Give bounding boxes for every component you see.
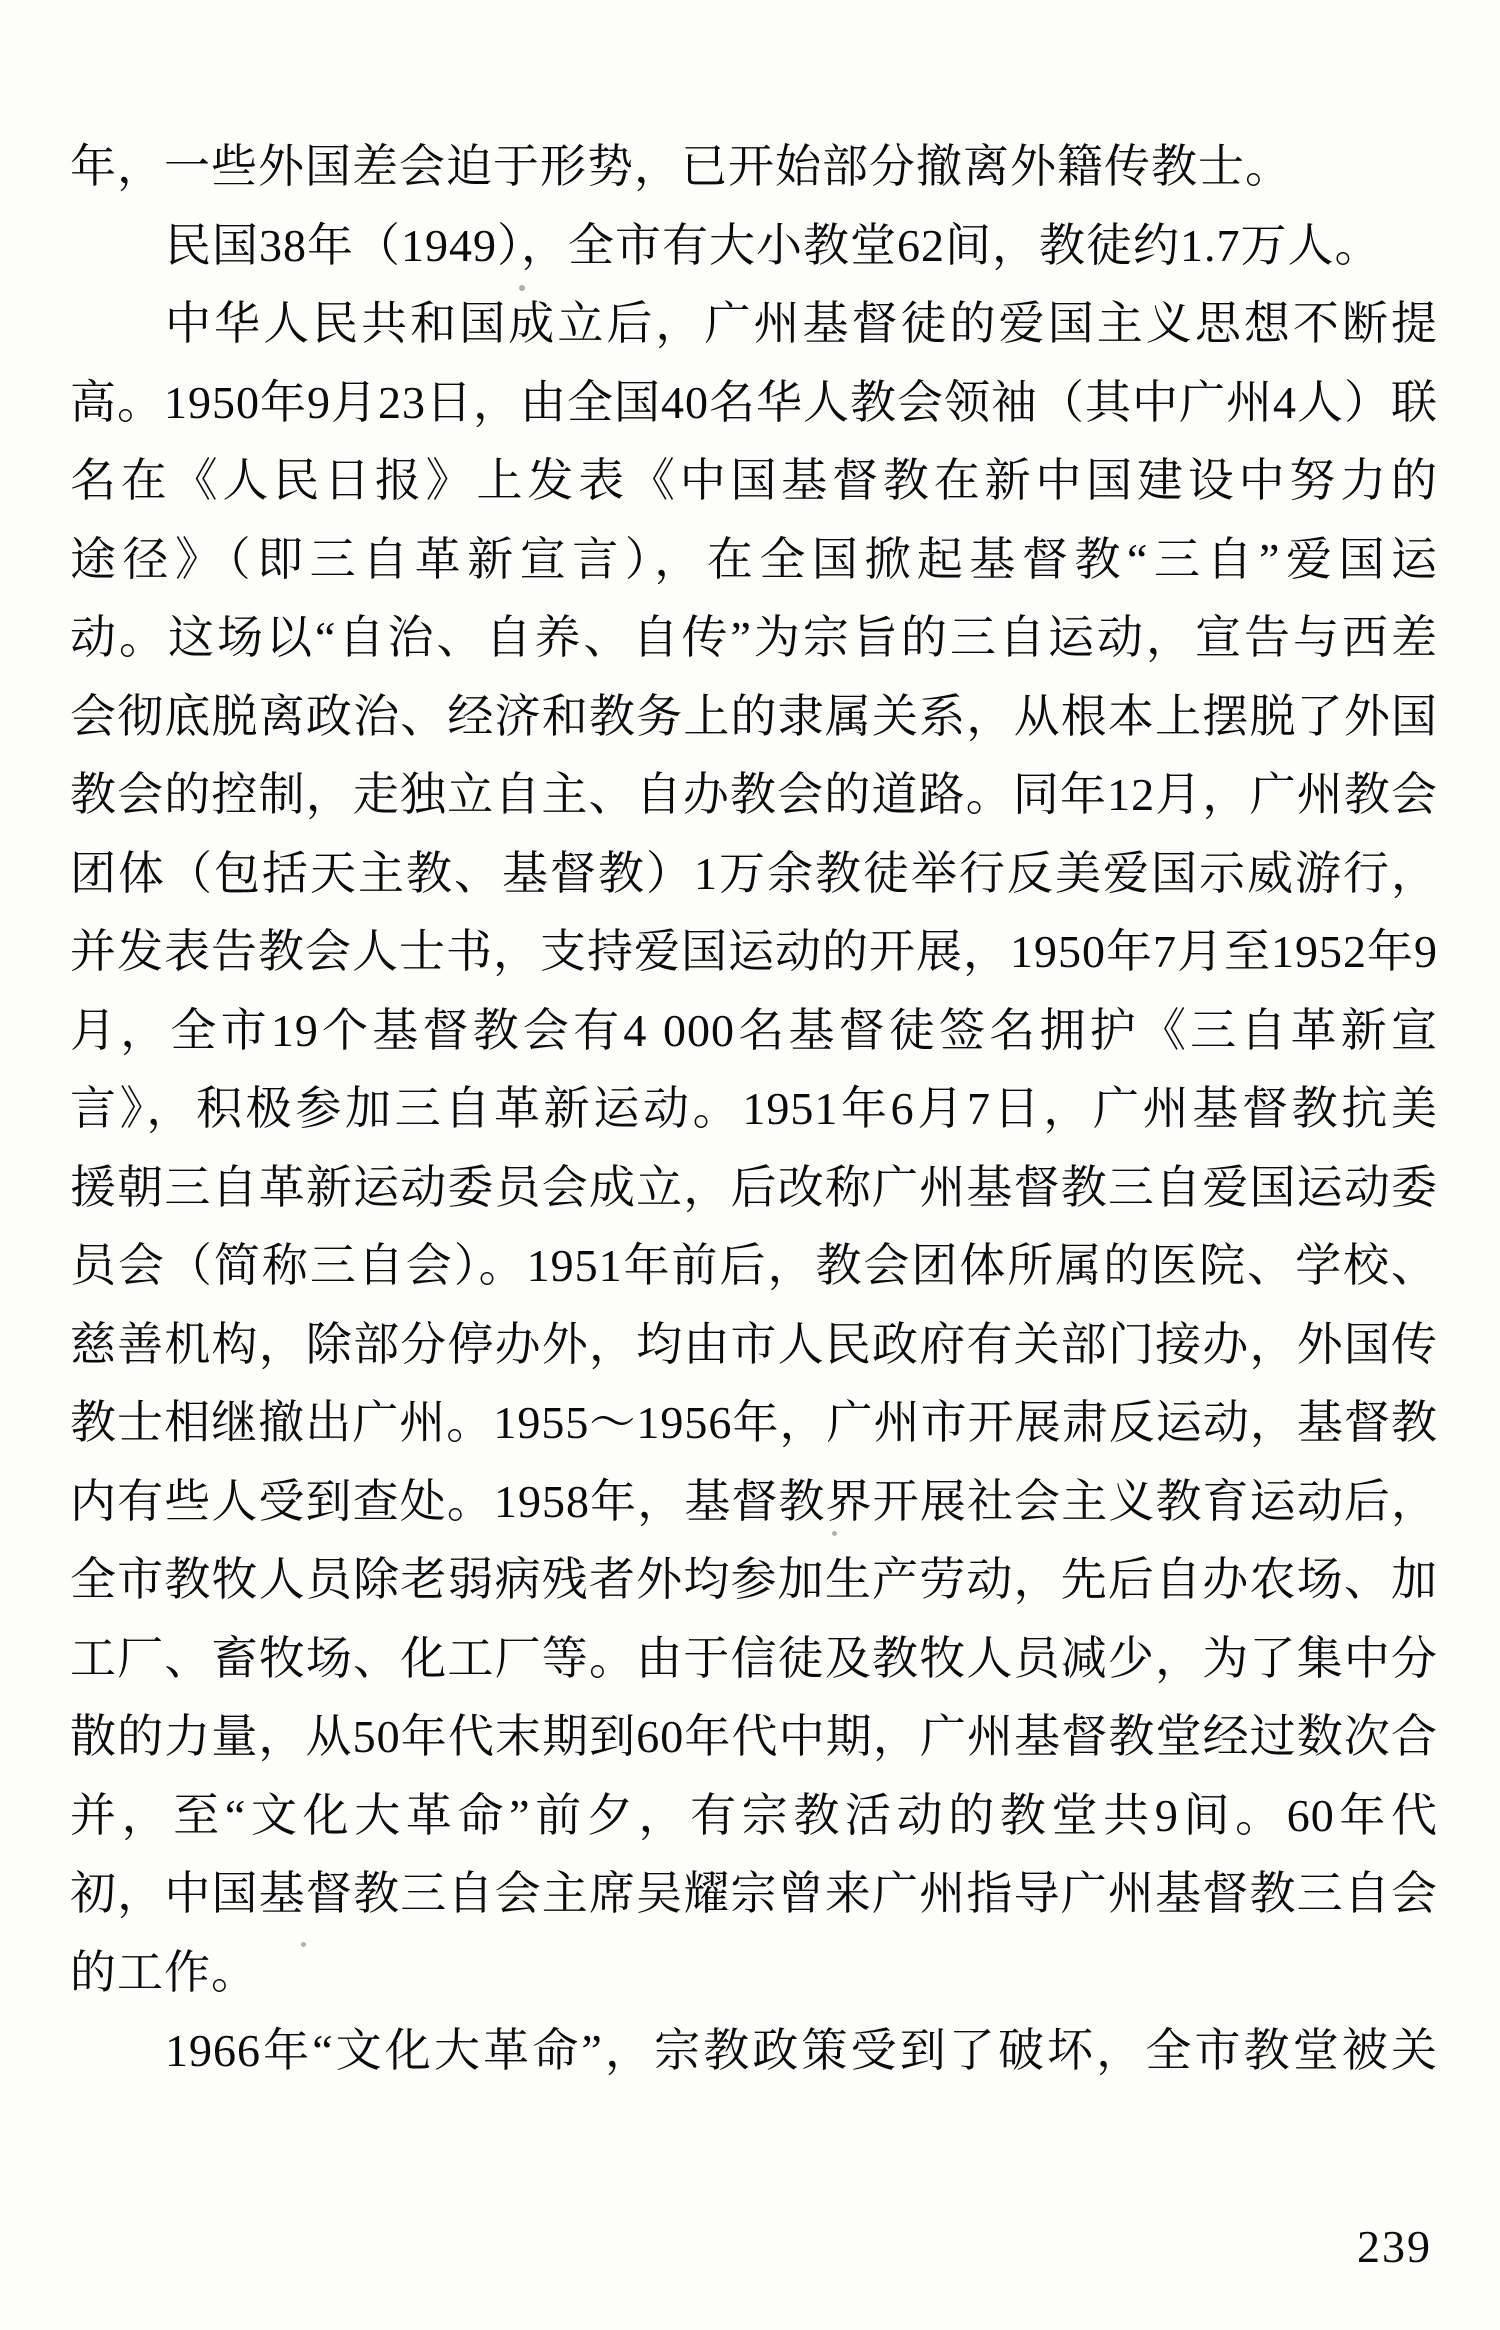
scan-speck <box>832 1531 837 1536</box>
text-line: 慈善机构，除部分停办外，均由市人民政府有关部门接办，外国传 <box>70 1318 1438 1370</box>
text-line: 中华人民共和国成立后，广州基督徒的爱国主义思想不断提 <box>165 298 1438 349</box>
body-text <box>70 128 1438 2091</box>
text-line: 会彻底脱离政治、经济和教务上的隶属关系，从根本上摆脱了外国 <box>70 690 1438 742</box>
text-line: 团体（包括天主教、基督教）1万余教徒举行反美爱国示威游行， <box>70 847 1438 899</box>
text-line: 1966年“文化大革命”，宗教政策受到了破坏，全市教堂被关 <box>165 2025 1438 2076</box>
text-line: 的工作。 <box>70 1946 258 1998</box>
text-line: 散的力量，从50年代末期到60年代中期，广州基督教堂经过数次合 <box>70 1711 1438 1762</box>
text-line: 援朝三自革新运动委员会成立，后改称广州基督教三自爱国运动委 <box>70 1161 1438 1213</box>
text-line: 月，全市19个基督教会有4 000名基督徒签名拥护《三自革新宣 <box>70 1004 1438 1056</box>
scan-speck <box>519 285 525 291</box>
text-line: 途径》（即三自革新宣言），在全国掀起基督教“三自”爱国运 <box>70 533 1438 585</box>
scan-speck <box>301 1942 306 1947</box>
text-line: 内有些人受到查处。1958年，基督教界开展社会主义教育运动后， <box>70 1475 1438 1527</box>
text-line: 动。这场以“自治、自养、自传”为宗旨的三自运动，宣告与西差 <box>70 612 1438 663</box>
text-line: 并，至“文化大革命”前夕，有宗教活动的教堂共9间。60年代 <box>70 1789 1438 1841</box>
text-line: 高。1950年9月23日，由全国40名华人教会领袖（其中广州4人）联 <box>70 376 1438 428</box>
text-line: 民国38年（1949），全市有大小教堂62间，教徒约1.7万人。 <box>165 219 1382 271</box>
page-number: 239 <box>1357 2221 1432 2272</box>
text-line: 言》，积极参加三自革新运动。1951年6月7日，广州基督教抗美 <box>70 1083 1438 1134</box>
text-line: 教会的控制，走独立自主、自办教会的道路。同年12月，广州教会 <box>70 769 1438 820</box>
text-line: 教士相继撤出广州。1955～1956年，广州市开展肃反运动，基督教 <box>70 1397 1438 1448</box>
text-line: 初，中国基督教三自会主席吴耀宗曾来广州指导广州基督教三自会 <box>70 1868 1438 1919</box>
text-line: 名在《人民日报》上发表《中国基督教在新中国建设中努力的 <box>70 455 1438 506</box>
text-line: 年，一些外国差会迫于形势，已开始部分撤离外籍传教士。 <box>70 141 1292 192</box>
text-line: 全市教牧人员除老弱病残者外均参加生产劳动，先后自办农场、加 <box>70 1554 1438 1605</box>
text-line: 员会（简称三自会）。1951年前后，教会团体所属的医院、学校、 <box>70 1240 1438 1291</box>
text-line: 并发表告教会人士书，支持爱国运动的开展，1950年7月至1952年9 <box>70 926 1438 977</box>
text-line: 工厂、畜牧场、化工厂等。由于信徒及教牧人员减少，为了集中分 <box>70 1632 1438 1684</box>
